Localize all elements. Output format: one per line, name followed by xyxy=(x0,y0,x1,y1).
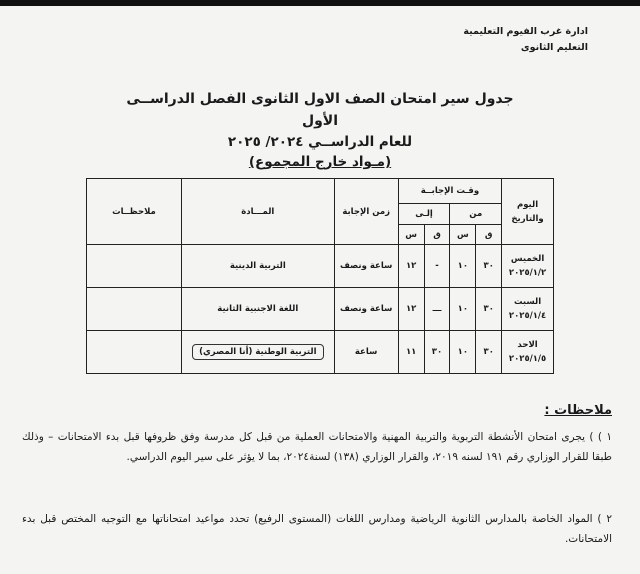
issuer-block xyxy=(463,24,588,56)
header-to-minute: ق xyxy=(424,225,450,245)
document-title: جدول سير امتحان الصف الاول الثانوى الفصل الدراســى الأول xyxy=(126,91,514,129)
note-cell xyxy=(87,331,182,374)
from-hour-cell: ١٠ xyxy=(450,331,476,374)
document-titles xyxy=(110,88,530,172)
header-from: من xyxy=(450,204,502,225)
note-cell xyxy=(87,245,182,288)
to-minute-cell: - xyxy=(424,245,450,288)
academic-year: للعام الدراســي ٢٠٢٤/ ٢٠٢٥ xyxy=(227,134,413,150)
table-row xyxy=(87,331,554,374)
header-time: وقـت الإجابــة xyxy=(398,179,501,204)
header-duration: زمن الإجابة xyxy=(334,179,398,245)
subject-label: التربية الوطنية (أنا المصري) xyxy=(192,344,323,360)
header-to: إلـى xyxy=(398,204,450,225)
duration-cell: ساعة xyxy=(334,331,398,374)
note-item-1: ١ ) ) يجرى امتحان الأنشطة التربوية والتربية المهنية والامتحانات العملية من قبل كل مدرسة وفق ظروفها قبل بدء الامتحانات – وذلك طبقا للقرار الوزاري رقم ١٩١ لسنه ٢٠١٩، والقرار الوزاري (١٣٨) لسنة٢٠٢٤، بما لا يؤثر على سير اليوم الدراسي. xyxy=(22,431,612,463)
note-cell xyxy=(87,288,182,331)
day-name: الخميس xyxy=(510,254,545,264)
duration-cell: ساعة ونصف xyxy=(334,288,398,331)
from-minute-cell: ٣٠ xyxy=(476,245,502,288)
from-minute-cell: ٣٠ xyxy=(476,331,502,374)
day-cell xyxy=(502,331,554,374)
table-row xyxy=(87,245,554,288)
subject-cell: اللغة الاجنبية الثانية xyxy=(181,288,334,331)
day-name: السبت xyxy=(513,297,542,307)
subject-cell xyxy=(181,331,334,374)
duration-cell: ساعة ونصف xyxy=(334,245,398,288)
day-cell xyxy=(502,288,554,331)
to-hour-cell: ١١ xyxy=(398,331,424,374)
subject-cell: التربية الدينية xyxy=(181,245,334,288)
notes-heading: ملاحظات : xyxy=(544,403,612,418)
from-hour-cell: ١٠ xyxy=(450,245,476,288)
issuer-line-2: التعليم الثانوى xyxy=(520,42,588,53)
header-day: اليوم والتاريخ xyxy=(502,179,554,245)
header-to-hour: س xyxy=(398,225,424,245)
day-date: ٢٠٢٥/١/٤ xyxy=(508,311,547,321)
to-hour-cell: ١٢ xyxy=(398,288,424,331)
header-notes: ملاحظــات xyxy=(87,179,182,245)
exam-schedule-table xyxy=(86,178,554,374)
day-date: ٢٠٢٥/١/٢ xyxy=(508,268,547,278)
to-minute-cell: ٣٠ xyxy=(424,331,450,374)
day-cell xyxy=(502,245,554,288)
note-item-2: ٢ ) المواد الخاصة بالمدارس الثانوية الرياضية ومدارس اللغات (المستوى الرفيع) تحدد مواعيد امتحاناتها مع التوجيه المختص قبل بدء الامتحانات. xyxy=(22,513,612,545)
issuer-line-1: ادارة غرب الفيوم التعليمية xyxy=(463,26,588,37)
to-minute-cell: ـــ xyxy=(424,288,450,331)
header-from-hour: س xyxy=(450,225,476,245)
from-hour-cell: ١٠ xyxy=(450,288,476,331)
table-row xyxy=(87,288,554,331)
header-subject: المـــادة xyxy=(181,179,334,245)
document-subtitle: (مـواد خارج المجموع) xyxy=(248,154,392,170)
day-date: ٢٠٢٥/١/٥ xyxy=(508,354,547,364)
header-from-minute: ق xyxy=(476,225,502,245)
table-header-row xyxy=(87,179,554,204)
top-bar xyxy=(0,0,640,6)
from-minute-cell: ٣٠ xyxy=(476,288,502,331)
to-hour-cell: ١٢ xyxy=(398,245,424,288)
day-name: الاحد xyxy=(517,340,538,350)
